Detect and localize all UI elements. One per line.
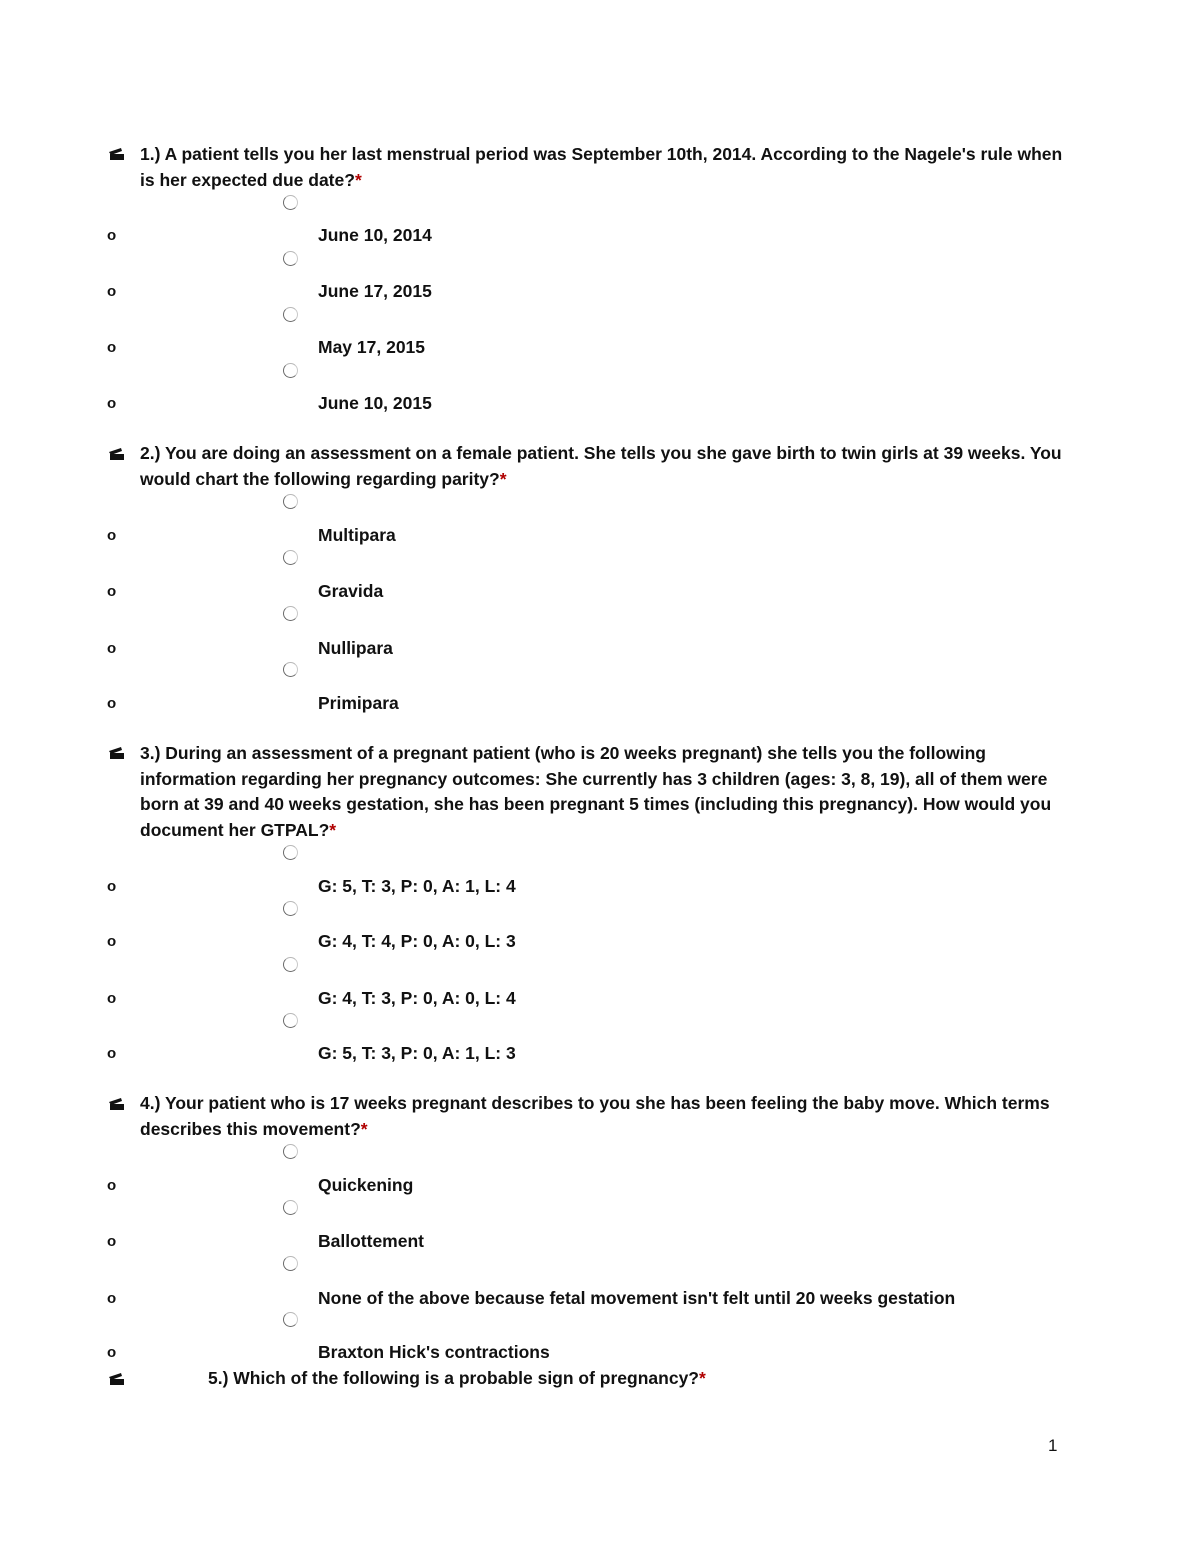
required-mark: * <box>360 1118 368 1139</box>
q1-option-2-label[interactable]: June 17, 2015 <box>318 281 432 301</box>
required-mark: * <box>499 468 507 489</box>
bullet: o <box>107 527 117 544</box>
radio-q3-option-4[interactable] <box>283 1013 298 1028</box>
q2-option-3-label[interactable]: Nullipara <box>318 638 393 658</box>
question-marker-icon <box>108 447 126 461</box>
question-1 <box>140 142 1070 193</box>
q3-option-1-label[interactable]: G: 5, T: 3, P: 0, A: 1, L: 4 <box>318 876 516 896</box>
bullet: o <box>107 227 117 244</box>
bullet: o <box>107 1233 117 1250</box>
bullet: o <box>107 933 117 950</box>
radio-q3-option-2[interactable] <box>283 901 298 916</box>
bullet: o <box>107 283 117 300</box>
required-mark: * <box>354 169 362 190</box>
q3-option-4-label[interactable]: G: 5, T: 3, P: 0, A: 1, L: 3 <box>318 1043 516 1063</box>
radio-q1-option-1[interactable] <box>283 195 298 210</box>
radio-q2-option-3[interactable] <box>283 606 298 621</box>
page-number: 1 <box>1048 1436 1058 1455</box>
bullet: o <box>107 339 117 356</box>
radio-q3-option-3[interactable] <box>283 957 298 972</box>
radio-q2-option-2[interactable] <box>283 550 298 565</box>
bullet: o <box>107 878 117 895</box>
question-marker-icon <box>108 147 126 161</box>
bullet: o <box>107 990 117 1007</box>
question-marker-icon <box>108 1372 126 1386</box>
bullet: o <box>107 1344 117 1361</box>
radio-q2-option-4[interactable] <box>283 662 298 677</box>
question-4 <box>140 1091 1070 1142</box>
q1-option-1-label[interactable]: June 10, 2014 <box>318 225 432 245</box>
q2-option-2-label[interactable]: Gravida <box>318 581 384 601</box>
bullet: o <box>107 1177 117 1194</box>
question-5 <box>208 1366 1008 1392</box>
question-2-text: 2.) You are doing an assessment on a female patient. She tells you she gave birth to twin girls at 39 weeks. You would chart the following regarding parity? <box>140 443 1062 489</box>
q4-option-1-label[interactable]: Quickening <box>318 1175 414 1195</box>
radio-q4-option-4[interactable] <box>283 1312 298 1327</box>
question-marker-icon <box>108 746 126 760</box>
radio-q4-option-1[interactable] <box>283 1144 298 1159</box>
q1-option-4-label[interactable]: June 10, 2015 <box>318 393 432 413</box>
q3-option-2-label[interactable]: G: 4, T: 4, P: 0, A: 0, L: 3 <box>318 931 516 951</box>
q2-option-4-label[interactable]: Primipara <box>318 693 399 713</box>
radio-q1-option-2[interactable] <box>283 251 298 266</box>
bullet: o <box>107 695 117 712</box>
question-2 <box>140 441 1070 492</box>
q4-option-2-label[interactable]: Ballottement <box>318 1231 424 1251</box>
radio-q2-option-1[interactable] <box>283 494 298 509</box>
question-1-text: 1.) A patient tells you her last menstrual period was September 10th, 2014. According to the Nagele's rule when is her expected due date? <box>140 144 1063 190</box>
question-3-text: 3.) During an assessment of a pregnant patient (who is 20 weeks pregnant) she tells you the following information regarding her pregnancy outcomes: She currently has 3 children (ages: 3, 8, 19), all of them were born at 39 and 40 weeks gestation, she has been pregnant 5 times (including this pregnancy). How would you document her GTPAL? <box>140 743 1052 840</box>
q1-option-3-label[interactable]: May 17, 2015 <box>318 337 426 357</box>
bullet: o <box>107 1045 117 1062</box>
question-3 <box>140 741 1070 843</box>
radio-q4-option-3[interactable] <box>283 1256 298 1271</box>
required-mark: * <box>699 1368 706 1388</box>
bullet: o <box>107 1290 117 1307</box>
radio-q1-option-3[interactable] <box>283 307 298 322</box>
question-5-text: 5.) Which of the following is a probable sign of pregnancy? <box>208 1368 699 1388</box>
radio-q1-option-4[interactable] <box>283 363 298 378</box>
q4-option-4-label[interactable]: Braxton Hick's contractions <box>318 1342 550 1362</box>
q4-option-3-label[interactable]: None of the above because fetal movement isn't felt until 20 weeks gestation <box>318 1288 956 1308</box>
radio-q3-option-1[interactable] <box>283 845 298 860</box>
required-mark: * <box>329 819 337 840</box>
bullet: o <box>107 583 117 600</box>
bullet: o <box>107 395 117 412</box>
q2-option-1-label[interactable]: Multipara <box>318 525 396 545</box>
q3-option-3-label[interactable]: G: 4, T: 3, P: 0, A: 0, L: 4 <box>318 988 516 1008</box>
question-marker-icon <box>108 1097 126 1111</box>
bullet: o <box>107 640 117 657</box>
question-4-text: 4.) Your patient who is 17 weeks pregnant describes to you she has been feeling the baby move. Which terms describes this movement? <box>140 1093 1050 1139</box>
radio-q4-option-2[interactable] <box>283 1200 298 1215</box>
